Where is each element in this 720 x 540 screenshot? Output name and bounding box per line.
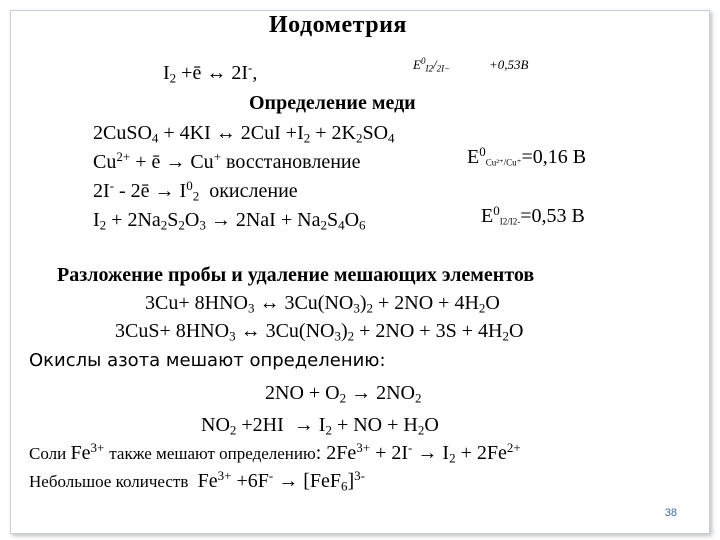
- iodine-half-reaction: $I_2$ +ē ↔ 2I-,: [163, 59, 258, 86]
- reaction-cuso4-ki: 2CuSO$_4$ + 4KI ↔ $2CuI +I_2 + 2K_2SO_4$: [93, 122, 395, 146]
- reaction-no-oxidation: $2NO + O_2 \to 2NO_2$: [265, 382, 422, 406]
- slide: [10, 10, 710, 534]
- iron-fluoride-note: Небольшое количеств $Fe^{3+} +6F^- \to [FeF_6]^{3-}$: [29, 467, 366, 494]
- reaction-thiosulfate: $I_2 + 2Na_2S_2O_3 \to 2NaI + Na_2S_4O_6$: [93, 209, 366, 233]
- copper-heading: Определение меди: [249, 92, 416, 114]
- nitrogen-oxides-note: Окислы азота мешают определению:: [29, 350, 386, 371]
- slide-title-text: Иодометрия: [269, 12, 407, 38]
- reaction-iodide-oxidation: 2I- - 2ē → $I^0_2$ окисление: [93, 177, 298, 204]
- iodine-potential-value: +0,53B: [489, 57, 529, 72]
- slide-title: [269, 13, 407, 37]
- reaction-cus-nitric: $3CuS+ 8HNO_3$ ↔ $3Cu(NO_3)_2 + 2NO + 3S + 4H_2O$: [115, 320, 524, 344]
- reaction-cu-nitric: $3Cu+ 8HNO_3$ ↔ $3Cu(NO_3)_2 + 2NO + 4H_2O$: [145, 292, 500, 316]
- iron-salts-note: Соли $Fe^{3+}$ также мешают определению: $2Fe^{3+} + 2I^- \to I_2 + 2Fe^{2+}$: [29, 439, 521, 466]
- reaction-cu-reduction: $Cu^{2+}$ + ē → Cu+ восстановление: [93, 148, 361, 173]
- reaction-no2-hi: $NO_2 +2HI \to I_2$ + NO + $H_2O$: [201, 414, 439, 438]
- copper-potential: $E^0_{Cu^{2+}/Cu^+}=0,16$ В: [467, 143, 587, 168]
- iodine-potential-symbol: $E^0_{I2}/_{2I-}$: [413, 56, 451, 74]
- decomposition-heading: Разложение пробы и удаление мешающих элементов: [57, 264, 535, 286]
- iodine-potential: $E^0_{I2/I2-}=0,53$ В: [481, 202, 585, 227]
- page-number: 38: [664, 507, 677, 519]
